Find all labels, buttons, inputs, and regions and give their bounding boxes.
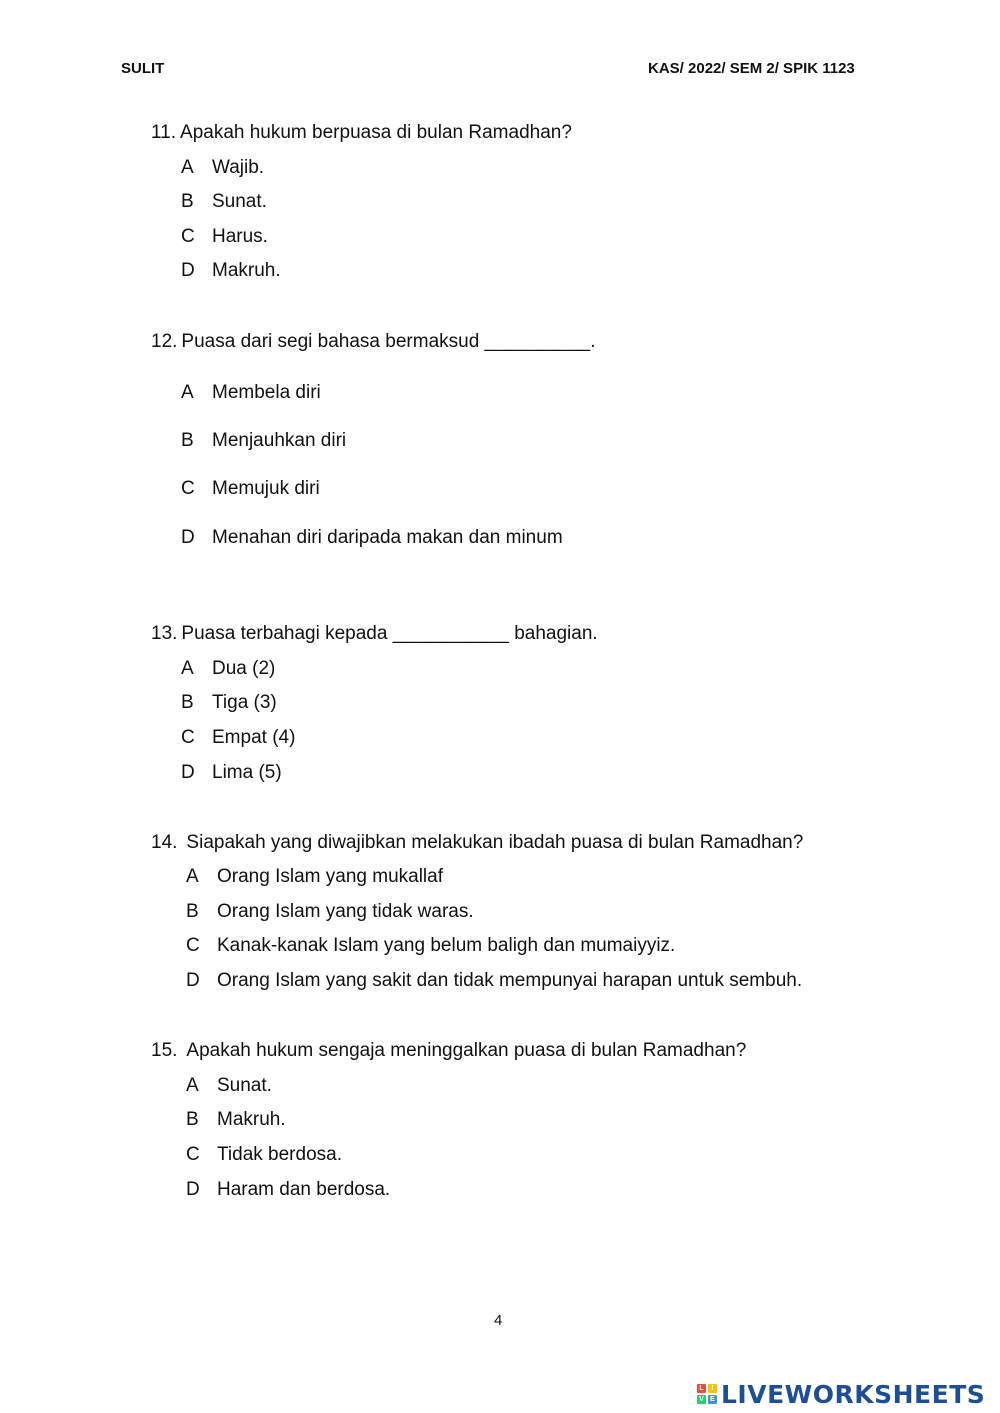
option-text: Membela diri <box>212 382 321 403</box>
option-13-c[interactable] <box>181 727 295 749</box>
option-14-c[interactable] <box>186 935 675 957</box>
option-text: Dua (2) <box>212 658 276 679</box>
option-letter: C <box>186 1144 200 1165</box>
option-letter: A <box>186 866 199 887</box>
option-text: Memujuk diri <box>212 478 320 499</box>
option-12-d[interactable] <box>181 527 563 549</box>
logo-tile: I <box>708 1384 717 1393</box>
option-12-a[interactable] <box>181 382 321 404</box>
question-number: 15. <box>151 1040 178 1061</box>
option-letter: C <box>181 478 195 499</box>
option-12-b[interactable] <box>181 430 346 452</box>
question-number: 13. <box>151 623 178 644</box>
option-12-c[interactable] <box>181 478 320 500</box>
page-number: 4 <box>494 1312 503 1329</box>
question-11 <box>151 122 572 144</box>
question-13 <box>151 623 598 645</box>
liveworksheets-logo-icon <box>697 1384 717 1404</box>
option-letter: A <box>186 1075 199 1096</box>
option-letter: B <box>181 191 194 212</box>
question-text: Apakah hukum sengaja meninggalkan puasa di bulan Ramadhan? <box>186 1040 747 1061</box>
option-text: Kanak-kanak Islam yang belum baligh dan mumaiyyiz. <box>217 935 676 956</box>
option-13-d[interactable] <box>181 762 282 784</box>
option-13-a[interactable] <box>181 658 275 680</box>
header-left: SULIT <box>121 60 165 77</box>
option-letter: B <box>181 692 194 713</box>
brand-text: LIVEWORKSHEETS <box>721 1379 986 1409</box>
option-letter: B <box>186 1109 199 1130</box>
option-text: Sunat. <box>217 1075 272 1096</box>
option-letter: D <box>181 762 195 783</box>
logo-tile: L <box>697 1384 706 1393</box>
question-text: Siapakah yang diwajibkan melakukan ibadah puasa di bulan Ramadhan? <box>186 832 804 853</box>
option-letter: C <box>186 935 200 956</box>
option-11-d[interactable] <box>181 260 281 282</box>
option-14-b[interactable] <box>186 901 474 923</box>
option-letter: D <box>186 970 200 991</box>
question-15 <box>151 1040 746 1062</box>
option-11-c[interactable] <box>181 226 268 248</box>
option-letter: A <box>181 658 194 679</box>
option-text: Orang Islam yang sakit dan tidak mempunyai harapan untuk sembuh. <box>217 970 803 991</box>
option-text: Makruh. <box>212 260 281 281</box>
option-letter: A <box>181 157 194 178</box>
option-letter: D <box>186 1179 200 1200</box>
option-text: Orang Islam yang tidak waras. <box>217 901 474 922</box>
option-text: Sunat. <box>212 191 267 212</box>
logo-tile: E <box>708 1395 717 1404</box>
option-text: Makruh. <box>217 1109 286 1130</box>
header-right: KAS/ 2022/ SEM 2/ SPIK 1123 <box>648 60 855 77</box>
option-letter: B <box>181 430 194 451</box>
question-number: 11. <box>151 122 177 143</box>
option-14-a[interactable] <box>186 866 443 888</box>
liveworksheets-brand[interactable] <box>697 1377 985 1411</box>
option-text: Menahan diri daripada makan dan minum <box>212 527 563 548</box>
option-text: Haram dan berdosa. <box>217 1179 391 1200</box>
option-text: Empat (4) <box>212 727 296 748</box>
option-15-a[interactable] <box>186 1075 272 1097</box>
option-text: Menjauhkan diri <box>212 430 347 451</box>
question-12 <box>151 331 596 353</box>
option-11-b[interactable] <box>181 191 267 213</box>
option-letter: D <box>181 260 195 281</box>
option-letter: B <box>186 901 199 922</box>
option-text: Tidak berdosa. <box>217 1144 342 1165</box>
question-number: 12. <box>151 331 178 352</box>
option-15-b[interactable] <box>186 1109 286 1131</box>
option-14-d[interactable] <box>186 970 802 992</box>
option-letter: A <box>181 382 194 403</box>
question-text: Apakah hukum berpuasa di bulan Ramadhan? <box>180 122 572 143</box>
option-letter: C <box>181 727 195 748</box>
option-13-b[interactable] <box>181 692 277 714</box>
option-15-c[interactable] <box>186 1144 342 1166</box>
question-text: Puasa terbahagi kepada ___________ bahagian. <box>181 623 598 644</box>
option-text: Tiga (3) <box>212 692 277 713</box>
question-14 <box>151 832 803 854</box>
option-text: Lima (5) <box>212 762 282 783</box>
question-number: 14. <box>151 832 178 853</box>
option-11-a[interactable] <box>181 157 264 179</box>
option-text: Wajib. <box>212 157 265 178</box>
option-letter: D <box>181 527 195 548</box>
logo-tile: V <box>697 1395 706 1404</box>
option-letter: C <box>181 226 195 247</box>
question-text: Puasa dari segi bahasa bermaksud __________. <box>181 331 596 352</box>
option-text: Orang Islam yang mukallaf <box>217 866 443 887</box>
option-text: Harus. <box>212 226 268 247</box>
option-15-d[interactable] <box>186 1179 390 1201</box>
